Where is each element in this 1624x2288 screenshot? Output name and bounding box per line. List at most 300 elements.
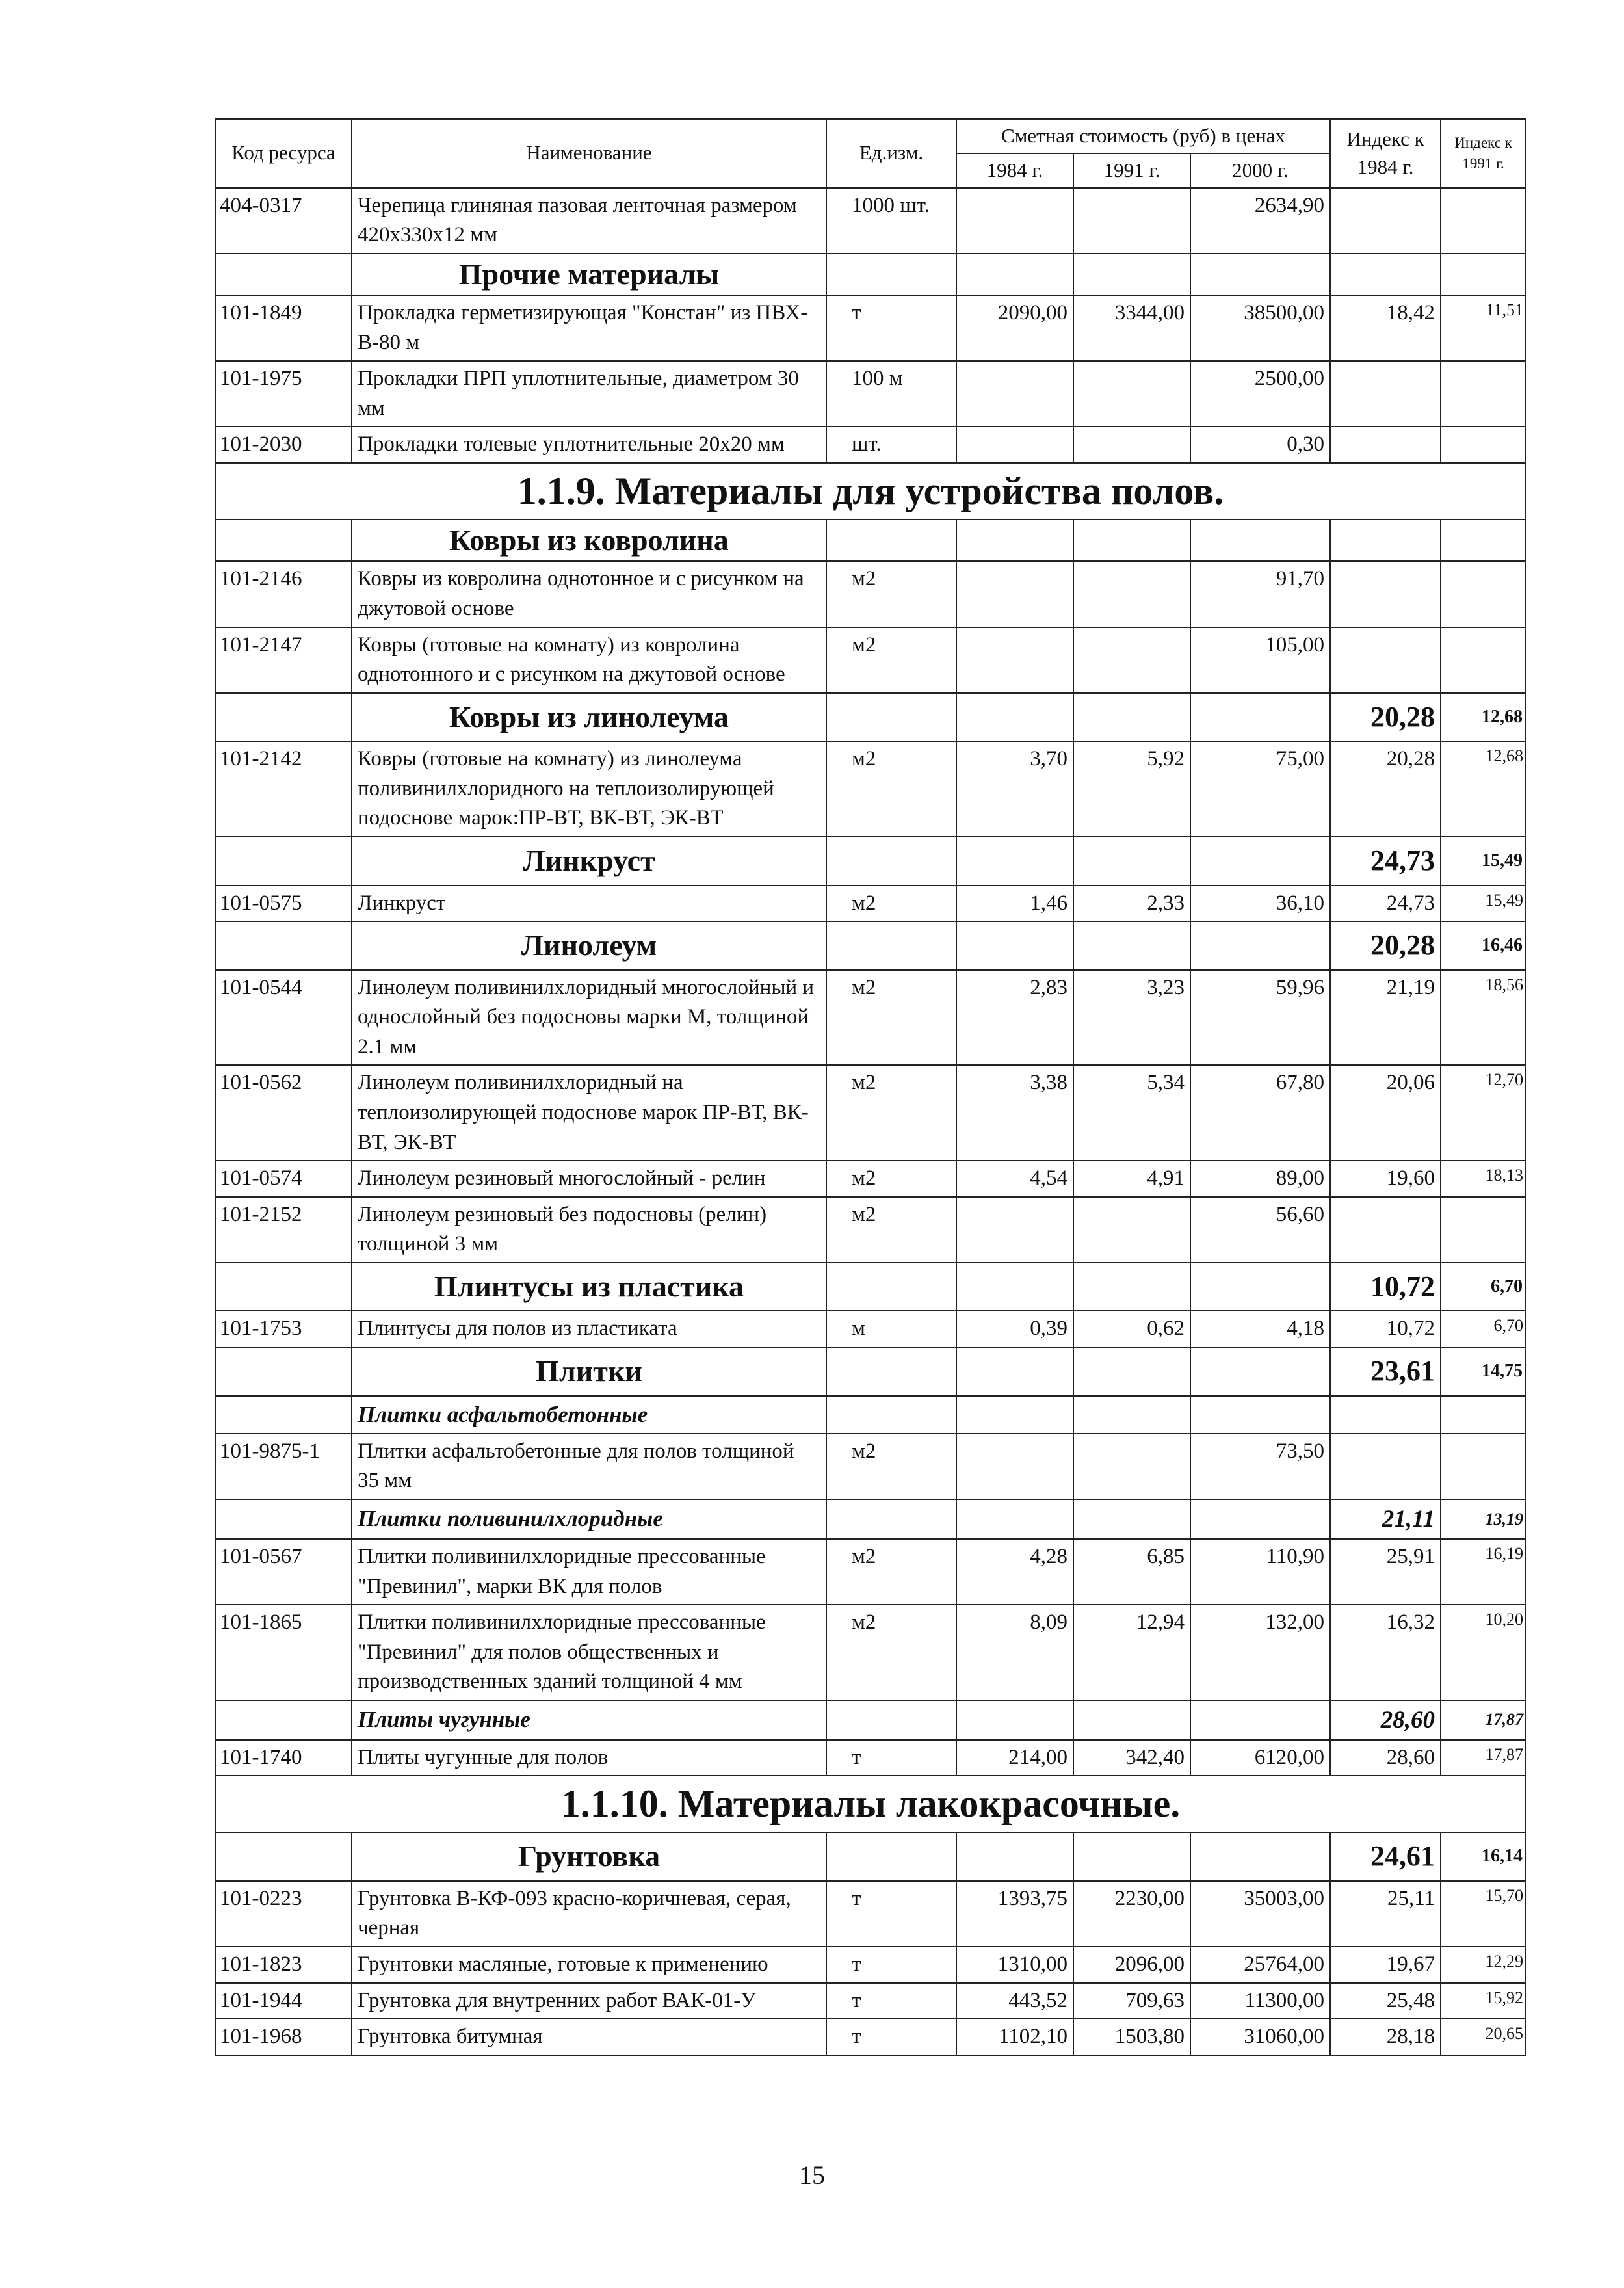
price-1991: 5,92 [1073, 741, 1190, 837]
price-1984 [956, 427, 1073, 463]
unit-cell: м2 [826, 561, 956, 627]
price-1991: 3344,00 [1073, 295, 1190, 361]
price-1991 [1073, 1434, 1190, 1499]
resource-code: 101-0223 [215, 1881, 352, 1947]
subgroup-title: Плиты чугунные [352, 1700, 826, 1740]
resource-code: 101-2146 [215, 561, 352, 627]
empty-cell [956, 837, 1073, 886]
empty-cell [215, 921, 352, 970]
price-1984 [956, 561, 1073, 627]
group-row [215, 519, 1526, 562]
group-title: Линкруст [352, 837, 826, 886]
resource-code: 101-9875-1 [215, 1434, 352, 1499]
group-row [215, 1347, 1526, 1396]
unit-cell: т [826, 295, 956, 361]
unit-cell: м2 [826, 1197, 956, 1263]
empty-cell [1190, 921, 1330, 970]
group-row [215, 1263, 1526, 1311]
resource-code: 101-2147 [215, 627, 352, 693]
price-2000: 89,00 [1190, 1161, 1330, 1197]
subgroup-row [215, 1700, 1526, 1740]
group-index-1991: 15,49 [1441, 837, 1526, 886]
unit-cell: м2 [826, 970, 956, 1066]
price-2000: 2634,90 [1190, 188, 1330, 254]
resource-code: 101-0575 [215, 886, 352, 922]
resource-code: 101-2152 [215, 1197, 352, 1263]
index-1984: 24,73 [1330, 886, 1441, 922]
empty-cell [215, 1396, 352, 1434]
empty-cell [826, 837, 956, 886]
index-1991 [1441, 1197, 1526, 1263]
group-title: Плитки [352, 1347, 826, 1396]
resource-code: 101-1975 [215, 361, 352, 427]
price-1984 [956, 188, 1073, 254]
header-cost-group: Сметная стоимость (руб) в ценах [956, 119, 1330, 153]
empty-cell [1073, 1263, 1190, 1311]
price-1991 [1073, 427, 1190, 463]
index-1991: 15,70 [1441, 1881, 1526, 1947]
price-2000: 31060,00 [1190, 2019, 1330, 2055]
resource-code: 101-2142 [215, 741, 352, 837]
unit-cell: м2 [826, 741, 956, 837]
resource-code: 101-2030 [215, 427, 352, 463]
empty-cell [215, 693, 352, 742]
section-title: 1.1.9. Материалы для устройства полов. [215, 463, 1526, 519]
group-row [215, 837, 1526, 886]
group-title: Грунтовка [352, 1832, 826, 1881]
header-index-1984: Индекс к 1984 г. [1330, 119, 1441, 188]
unit-cell: т [826, 1740, 956, 1776]
price-1984: 4,54 [956, 1161, 1073, 1197]
group-index-1984 [1330, 254, 1441, 296]
table-row [215, 561, 1526, 627]
empty-cell [826, 1396, 956, 1434]
unit-cell: т [826, 2019, 956, 2055]
empty-cell [956, 693, 1073, 742]
index-1991 [1441, 627, 1526, 693]
empty-cell [1190, 1263, 1330, 1311]
section-row [215, 463, 1526, 519]
index-1991: 10,20 [1441, 1605, 1526, 1700]
price-1991: 5,34 [1073, 1065, 1190, 1161]
index-1984: 28,60 [1330, 1740, 1441, 1776]
resource-name: Плиты чугунные для полов [352, 1740, 826, 1776]
unit-cell: т [826, 1881, 956, 1947]
price-1984: 4,28 [956, 1539, 1073, 1605]
price-2000: 73,50 [1190, 1434, 1330, 1499]
empty-cell [1073, 1499, 1190, 1539]
resource-name: Прокладки ПРП уплотнительные, диаметром 30 мм [352, 361, 826, 427]
index-1984: 19,60 [1330, 1161, 1441, 1197]
header-code: Код ресурса [215, 119, 352, 188]
subgroup-index-1991 [1441, 1396, 1526, 1434]
index-1991: 16,19 [1441, 1539, 1526, 1605]
price-1991 [1073, 561, 1190, 627]
price-2000: 110,90 [1190, 1539, 1330, 1605]
index-1991 [1441, 361, 1526, 427]
group-index-1991 [1441, 254, 1526, 296]
price-1991: 2230,00 [1073, 1881, 1190, 1947]
resource-code: 101-1968 [215, 2019, 352, 2055]
subgroup-index-1991: 13,19 [1441, 1499, 1526, 1539]
empty-cell [956, 1396, 1073, 1434]
resource-code: 404-0317 [215, 188, 352, 254]
index-1991: 15,49 [1441, 886, 1526, 922]
price-1991: 1503,80 [1073, 2019, 1190, 2055]
index-1984 [1330, 188, 1441, 254]
price-2000: 4,18 [1190, 1311, 1330, 1347]
price-1984 [956, 1197, 1073, 1263]
empty-cell [956, 1832, 1073, 1881]
group-title: Прочие материалы [352, 254, 826, 296]
header-unit: Ед.изм. [826, 119, 956, 188]
unit-cell: м2 [826, 1065, 956, 1161]
resource-name: Грунтовка битумная [352, 2019, 826, 2055]
group-index-1991: 16,46 [1441, 921, 1526, 970]
price-2000: 67,80 [1190, 1065, 1330, 1161]
empty-cell [826, 693, 956, 742]
unit-cell: т [826, 1947, 956, 1983]
index-1991: 18,56 [1441, 970, 1526, 1066]
price-1984: 1,46 [956, 886, 1073, 922]
price-1991 [1073, 627, 1190, 693]
index-1984: 20,28 [1330, 741, 1441, 837]
empty-cell [1073, 693, 1190, 742]
empty-cell [826, 921, 956, 970]
section-row [215, 1776, 1526, 1832]
price-1984: 1393,75 [956, 1881, 1073, 1947]
price-1991: 12,94 [1073, 1605, 1190, 1700]
empty-cell [1190, 693, 1330, 742]
index-1984: 21,19 [1330, 970, 1441, 1066]
resource-code: 101-0574 [215, 1161, 352, 1197]
table-row [215, 1740, 1526, 1776]
unit-cell: шт. [826, 427, 956, 463]
resource-code: 101-1944 [215, 1983, 352, 2019]
empty-cell [956, 1499, 1073, 1539]
empty-cell [826, 1347, 956, 1396]
header-year-1984: 1984 г. [956, 153, 1073, 188]
price-1984: 0,39 [956, 1311, 1073, 1347]
index-1984 [1330, 361, 1441, 427]
price-1991: 0,62 [1073, 1311, 1190, 1347]
resource-code: 101-0544 [215, 970, 352, 1066]
price-1984: 3,70 [956, 741, 1073, 837]
group-title: Ковры из ковролина [352, 519, 826, 562]
price-2000: 25764,00 [1190, 1947, 1330, 1983]
resource-name: Линолеум поливинилхлоридный на теплоизолирующей подоснове марок ПР-ВТ, ВК-ВТ, ЭК-ВТ [352, 1065, 826, 1161]
price-1991: 709,63 [1073, 1983, 1190, 2019]
unit-cell: м [826, 1311, 956, 1347]
empty-cell [215, 519, 352, 562]
index-1991: 12,70 [1441, 1065, 1526, 1161]
empty-cell [826, 1832, 956, 1881]
index-1991: 6,70 [1441, 1311, 1526, 1347]
index-1991: 12,68 [1441, 741, 1526, 837]
group-title: Линолеум [352, 921, 826, 970]
index-1984: 25,48 [1330, 1983, 1441, 2019]
index-1991: 12,29 [1441, 1947, 1526, 1983]
empty-cell [215, 1347, 352, 1396]
index-1984 [1330, 561, 1441, 627]
group-index-1984: 20,28 [1330, 921, 1441, 970]
subgroup-title: Плитки асфальтобетонные [352, 1396, 826, 1434]
empty-cell [826, 1700, 956, 1740]
empty-cell [1073, 921, 1190, 970]
empty-cell [1190, 1700, 1330, 1740]
empty-cell [1073, 1700, 1190, 1740]
resource-name: Ковры из ковролина однотонное и с рисунком на джутовой основе [352, 561, 826, 627]
price-1984 [956, 361, 1073, 427]
unit-cell: м2 [826, 886, 956, 922]
price-2000: 2500,00 [1190, 361, 1330, 427]
index-1984: 20,06 [1330, 1065, 1441, 1161]
empty-cell [215, 254, 352, 296]
resource-name: Прокладки толевые уплотнительные 20х20 мм [352, 427, 826, 463]
subgroup-title: Плитки поливинилхлоридные [352, 1499, 826, 1539]
table-row [215, 188, 1526, 254]
price-1984: 2,83 [956, 970, 1073, 1066]
index-1984: 25,11 [1330, 1881, 1441, 1947]
group-index-1991 [1441, 519, 1526, 562]
group-index-1984: 24,61 [1330, 1832, 1441, 1881]
empty-cell [215, 1700, 352, 1740]
table-row [215, 1161, 1526, 1197]
resource-name: Грунтовка В-КФ-093 красно-коричневая, серая, черная [352, 1881, 826, 1947]
price-1984 [956, 1434, 1073, 1499]
resource-name: Плитки асфальтобетонные для полов толщиной 35 мм [352, 1434, 826, 1499]
empty-cell [1073, 837, 1190, 886]
price-1991: 2096,00 [1073, 1947, 1190, 1983]
unit-cell: м2 [826, 1434, 956, 1499]
index-1991 [1441, 561, 1526, 627]
empty-cell [1190, 519, 1330, 562]
header-index-1991: Индекс к 1991 г. [1441, 119, 1526, 188]
resource-code: 101-0567 [215, 1539, 352, 1605]
price-1991: 2,33 [1073, 886, 1190, 922]
price-2000: 59,96 [1190, 970, 1330, 1066]
price-2000: 38500,00 [1190, 295, 1330, 361]
price-2000: 6120,00 [1190, 1740, 1330, 1776]
index-1984: 19,67 [1330, 1947, 1441, 1983]
price-1984: 8,09 [956, 1605, 1073, 1700]
subgroup-index-1984 [1330, 1396, 1441, 1434]
header-name: Наименование [352, 119, 826, 188]
resource-name: Грунтовки масляные, готовые к применению [352, 1947, 826, 1983]
group-index-1984: 23,61 [1330, 1347, 1441, 1396]
empty-cell [1190, 1832, 1330, 1881]
resource-code: 101-1823 [215, 1947, 352, 1983]
table-row [215, 627, 1526, 693]
resource-code: 101-1849 [215, 295, 352, 361]
table-row [215, 2019, 1526, 2055]
index-1984: 25,91 [1330, 1539, 1441, 1605]
price-2000: 105,00 [1190, 627, 1330, 693]
price-1991 [1073, 1197, 1190, 1263]
empty-cell [1073, 1347, 1190, 1396]
group-index-1991: 16,14 [1441, 1832, 1526, 1881]
index-1984 [1330, 1197, 1441, 1263]
price-1984: 1310,00 [956, 1947, 1073, 1983]
price-1991: 6,85 [1073, 1539, 1190, 1605]
resource-code: 101-1865 [215, 1605, 352, 1700]
price-2000: 36,10 [1190, 886, 1330, 922]
index-1984: 18,42 [1330, 295, 1441, 361]
table-row [215, 295, 1526, 361]
unit-cell: м2 [826, 1161, 956, 1197]
group-index-1984: 10,72 [1330, 1263, 1441, 1311]
table-row [215, 427, 1526, 463]
index-1991: 17,87 [1441, 1740, 1526, 1776]
price-1984: 1102,10 [956, 2019, 1073, 2055]
price-2000: 56,60 [1190, 1197, 1330, 1263]
group-row [215, 921, 1526, 970]
index-1991 [1441, 1434, 1526, 1499]
section-title: 1.1.10. Материалы лакокрасочные. [215, 1776, 1526, 1832]
header-year-2000: 2000 г. [1190, 153, 1330, 188]
resource-name: Ковры (готовые на комнату) из линолеума поливинилхлоридного на теплоизолирующей подоснове марок:ПР-ВТ, ВК-ВТ, ЭК-ВТ [352, 741, 826, 837]
resource-name: Линолеум резиновый многослойный - релин [352, 1161, 826, 1197]
index-1991: 11,51 [1441, 295, 1526, 361]
table-row [215, 886, 1526, 922]
group-row [215, 1832, 1526, 1881]
subgroup-index-1984: 21,11 [1330, 1499, 1441, 1539]
table-row [215, 970, 1526, 1066]
table-row [215, 1605, 1526, 1700]
empty-cell [956, 921, 1073, 970]
index-1984: 16,32 [1330, 1605, 1441, 1700]
empty-cell [1190, 254, 1330, 296]
index-1984 [1330, 1434, 1441, 1499]
price-1991 [1073, 361, 1190, 427]
unit-cell: м2 [826, 1605, 956, 1700]
empty-cell [215, 837, 352, 886]
index-1991: 15,92 [1441, 1983, 1526, 2019]
unit-cell: 100 м [826, 361, 956, 427]
price-2000: 35003,00 [1190, 1881, 1330, 1947]
group-index-1991: 14,75 [1441, 1347, 1526, 1396]
price-table [215, 118, 1526, 2056]
table-row [215, 1311, 1526, 1347]
price-2000: 75,00 [1190, 741, 1330, 837]
empty-cell [826, 1263, 956, 1311]
empty-cell [826, 519, 956, 562]
empty-cell [956, 254, 1073, 296]
resource-name: Плитки поливинилхлоридные прессованные "Превинил" для полов общественных и производственных зданий толщиной 4 мм [352, 1605, 826, 1700]
group-index-1984 [1330, 519, 1441, 562]
group-index-1984: 24,73 [1330, 837, 1441, 886]
group-title: Ковры из линолеума [352, 693, 826, 742]
resource-code: 101-1740 [215, 1740, 352, 1776]
table-row [215, 1197, 1526, 1263]
price-1984: 214,00 [956, 1740, 1073, 1776]
table-row [215, 1983, 1526, 2019]
unit-cell: 1000 шт. [826, 188, 956, 254]
subgroup-row [215, 1499, 1526, 1539]
group-row [215, 254, 1526, 296]
group-index-1991: 6,70 [1441, 1263, 1526, 1311]
page-number: 15 [799, 2161, 825, 2190]
subgroup-row [215, 1396, 1526, 1434]
index-1984: 10,72 [1330, 1311, 1441, 1347]
index-1991 [1441, 188, 1526, 254]
empty-cell [1190, 1396, 1330, 1434]
unit-cell: м2 [826, 627, 956, 693]
resource-name: Плинтусы для полов из пластиката [352, 1311, 826, 1347]
empty-cell [956, 1700, 1073, 1740]
group-index-1984: 20,28 [1330, 693, 1441, 742]
empty-cell [1190, 1499, 1330, 1539]
resource-name: Плитки поливинилхлоридные прессованные "Превинил", марки ВК для полов [352, 1539, 826, 1605]
empty-cell [215, 1832, 352, 1881]
group-title: Плинтусы из пластика [352, 1263, 826, 1311]
price-2000: 91,70 [1190, 561, 1330, 627]
table-row [215, 361, 1526, 427]
resource-name: Прокладка герметизирующая "Констан" из ПВХ-В-80 м [352, 295, 826, 361]
empty-cell [1190, 837, 1330, 886]
header-year-1991: 1991 г. [1073, 153, 1190, 188]
price-2000: 132,00 [1190, 1605, 1330, 1700]
resource-name: Грунтовка для внутренних работ ВАК-01-У [352, 1983, 826, 2019]
price-1991: 3,23 [1073, 970, 1190, 1066]
empty-cell [826, 1499, 956, 1539]
empty-cell [215, 1263, 352, 1311]
subgroup-index-1991: 17,87 [1441, 1700, 1526, 1740]
index-1984: 28,18 [1330, 2019, 1441, 2055]
table-row [215, 1434, 1526, 1499]
index-1991 [1441, 427, 1526, 463]
table-body [215, 188, 1526, 2055]
subgroup-index-1984: 28,60 [1330, 1700, 1441, 1740]
empty-cell [826, 254, 956, 296]
table-row [215, 741, 1526, 837]
price-1991: 4,91 [1073, 1161, 1190, 1197]
index-1991: 18,13 [1441, 1161, 1526, 1197]
resource-name: Линкруст [352, 886, 826, 922]
price-1991 [1073, 188, 1190, 254]
group-index-1991: 12,68 [1441, 693, 1526, 742]
empty-cell [1073, 519, 1190, 562]
empty-cell [956, 1347, 1073, 1396]
index-1984 [1330, 427, 1441, 463]
empty-cell [956, 1263, 1073, 1311]
price-1984: 443,52 [956, 1983, 1073, 2019]
price-1984: 3,38 [956, 1065, 1073, 1161]
index-1984 [1330, 627, 1441, 693]
price-2000: 0,30 [1190, 427, 1330, 463]
table-row [215, 1065, 1526, 1161]
empty-cell [1073, 1832, 1190, 1881]
group-row [215, 693, 1526, 742]
empty-cell [1073, 254, 1190, 296]
index-1991: 20,65 [1441, 2019, 1526, 2055]
empty-cell [956, 519, 1073, 562]
price-2000: 11300,00 [1190, 1983, 1330, 2019]
price-1991: 342,40 [1073, 1740, 1190, 1776]
resource-name: Линолеум резиновый без подосновы (релин) толщиной 3 мм [352, 1197, 826, 1263]
resource-code: 101-0562 [215, 1065, 352, 1161]
price-1984: 2090,00 [956, 295, 1073, 361]
empty-cell [215, 1499, 352, 1539]
resource-name: Линолеум поливинилхлоридный многослойный и однослойный без подосновы марки М, толщиной 2.1 мм [352, 970, 826, 1066]
unit-cell: т [826, 1983, 956, 2019]
unit-cell: м2 [826, 1539, 956, 1605]
empty-cell [1073, 1396, 1190, 1434]
resource-name: Ковры (готовые на комнату) из ковролина однотонного и с рисунком на джутовой основе [352, 627, 826, 693]
empty-cell [1190, 1347, 1330, 1396]
table-row [215, 1539, 1526, 1605]
price-1984 [956, 627, 1073, 693]
